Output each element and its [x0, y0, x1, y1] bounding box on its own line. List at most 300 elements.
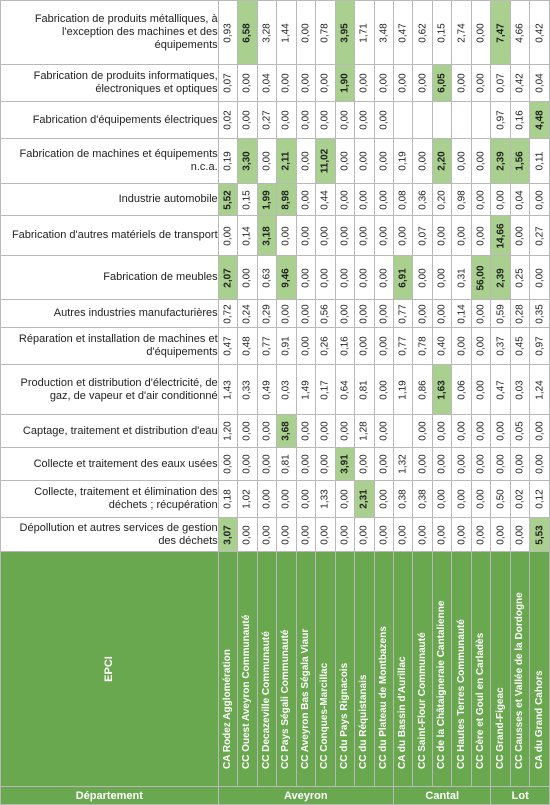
epci-header: [1, 552, 219, 787]
value-cell: [277, 415, 296, 448]
value-text: 0,78: [319, 22, 331, 43]
value-text: 11,02: [319, 148, 331, 174]
value-text: 0,44: [319, 189, 331, 210]
value-cell: [238, 216, 257, 256]
value-cell: [510, 365, 529, 415]
value-cell: [218, 216, 237, 256]
value-text: 0,00: [475, 303, 487, 324]
row-label: Fabrication de machines et équipements n.c.a.: [1, 139, 219, 184]
value-text: 0,00: [417, 454, 429, 474]
value-text: 0,00: [534, 421, 546, 441]
value-cell: [432, 1, 451, 65]
value-text: 0,08: [397, 189, 409, 210]
value-cell: [316, 216, 335, 256]
value-text: 0,72: [222, 303, 234, 324]
value-cell: [432, 184, 451, 216]
value-text: 0,00: [261, 421, 273, 441]
value-cell: [316, 518, 335, 552]
value-cell: [277, 481, 296, 518]
value-text: 2,20: [436, 151, 448, 171]
value-text: 2,74: [456, 22, 468, 43]
value-cell: [218, 518, 237, 552]
value-cell: [257, 216, 276, 256]
table-row: [1, 300, 550, 328]
value-cell: [510, 448, 529, 481]
value-cell: [374, 65, 393, 102]
epci-name-text: CC du Plateau de Montbazens: [377, 626, 389, 769]
value-text: 1,63: [436, 379, 448, 400]
value-cell: [413, 1, 432, 65]
value-text: 0,00: [456, 336, 468, 356]
value-cell: [355, 216, 374, 256]
value-cell: [510, 65, 529, 102]
row-label: Autres industries manufacturières: [1, 300, 219, 328]
value-text: 0,00: [475, 151, 487, 171]
value-cell: [452, 328, 471, 365]
value-cell: [530, 481, 550, 518]
value-cell: [335, 65, 354, 102]
value-text: 2,11: [280, 151, 292, 171]
value-text: 0,00: [261, 489, 273, 509]
value-text: 6,05: [436, 73, 448, 93]
value-cell: [277, 365, 296, 415]
value-text: 0,24: [241, 303, 253, 324]
value-cell: [510, 300, 529, 328]
value-cell: [355, 102, 374, 139]
value-cell: [374, 139, 393, 184]
value-cell: [413, 518, 432, 552]
value-text: 0,00: [475, 225, 487, 246]
value-cell: [452, 65, 471, 102]
table-row: [1, 415, 550, 448]
value-text: 0,00: [436, 225, 448, 246]
value-text: 0,00: [417, 421, 429, 441]
value-cell: [471, 216, 490, 256]
value-text: 0,47: [222, 336, 234, 356]
value-text: 0,00: [456, 454, 468, 474]
value-text: 1,24: [534, 379, 546, 400]
table-row: [1, 518, 550, 552]
value-cell: [316, 256, 335, 300]
department-row: [1, 787, 550, 805]
value-text: 14,66: [495, 222, 507, 249]
value-cell: [394, 65, 413, 102]
value-cell: [491, 328, 510, 365]
value-cell: [316, 300, 335, 328]
value-text: 0,00: [475, 421, 487, 441]
value-cell: [374, 415, 393, 448]
value-text: 0,00: [339, 303, 351, 324]
value-cell: [471, 365, 490, 415]
value-text: 0,00: [300, 303, 312, 324]
value-text: 0,19: [397, 151, 409, 171]
value-cell: [530, 448, 550, 481]
value-cell: [413, 139, 432, 184]
epci-column-header: [316, 552, 335, 787]
value-cell: [452, 300, 471, 328]
value-cell: [491, 1, 510, 65]
value-text: 0,03: [514, 379, 526, 400]
value-text: 0,00: [456, 225, 468, 246]
value-cell: [471, 65, 490, 102]
value-cell: [471, 448, 490, 481]
value-cell: [510, 139, 529, 184]
value-cell: [296, 415, 315, 448]
value-cell: [394, 216, 413, 256]
value-cell: [238, 1, 257, 65]
value-cell: [432, 139, 451, 184]
value-cell: [413, 65, 432, 102]
table-row: [1, 481, 550, 518]
value-text: 3,91: [339, 454, 351, 474]
row-label: Collecte et traitement des eaux usées: [1, 448, 219, 481]
value-text: 0,20: [436, 189, 448, 210]
row-label: Fabrication de produits métalliques, à l'exception des machines et des équipements: [1, 1, 219, 65]
value-cell: [355, 518, 374, 552]
value-text: 0,00: [475, 379, 487, 400]
epci-name-text: CC Hautes Terres Communauté: [455, 619, 467, 769]
value-text: 3,95: [339, 22, 351, 43]
value-cell: [218, 256, 237, 300]
value-cell: [277, 448, 296, 481]
value-text: 0,00: [339, 421, 351, 441]
value-cell: [316, 415, 335, 448]
value-text: 0,00: [358, 454, 370, 474]
value-cell: [394, 328, 413, 365]
value-cell: [510, 1, 529, 65]
value-cell: [335, 216, 354, 256]
value-cell: [316, 1, 335, 65]
value-text: 0,00: [261, 454, 273, 474]
value-cell: [471, 328, 490, 365]
value-text: 0,00: [475, 524, 487, 545]
value-text: 0,40: [436, 336, 448, 356]
value-text: 0,00: [436, 454, 448, 474]
value-cell: [218, 328, 237, 365]
value-text: 0,33: [241, 379, 253, 400]
value-text: 0,07: [495, 73, 507, 93]
value-text: 0,04: [514, 189, 526, 210]
value-cell: [296, 216, 315, 256]
value-cell: [374, 184, 393, 216]
value-cell: [491, 65, 510, 102]
epci-name-text: CC Ouest Aveyron Communauté: [241, 614, 253, 769]
value-cell: [510, 415, 529, 448]
value-cell: [277, 139, 296, 184]
value-text: 0,42: [514, 73, 526, 93]
value-text: 0,15: [241, 189, 253, 210]
epci-column-header: [277, 552, 296, 787]
table-row: [1, 216, 550, 256]
value-text: 0,00: [378, 225, 390, 246]
value-text: 1,19: [397, 379, 409, 400]
value-text: 0,00: [495, 454, 507, 474]
value-cell: [510, 184, 529, 216]
value-text: 0,00: [319, 267, 331, 288]
value-cell: [257, 184, 276, 216]
value-text: 0,00: [261, 151, 273, 171]
value-cell: [452, 102, 471, 139]
value-cell: [257, 102, 276, 139]
value-cell: [471, 256, 490, 300]
value-cell: [394, 1, 413, 65]
value-cell: [510, 481, 529, 518]
value-cell: [296, 328, 315, 365]
epci-name-text: CC Grand-Figeac: [494, 687, 506, 769]
value-text: 0,00: [319, 454, 331, 474]
value-cell: [238, 300, 257, 328]
value-text: 1,49: [300, 379, 312, 400]
table-row: [1, 328, 550, 365]
value-text: 0,00: [280, 110, 292, 130]
value-cell: [277, 256, 296, 300]
value-text: 0,00: [241, 73, 253, 93]
value-cell: [355, 365, 374, 415]
value-cell: [471, 415, 490, 448]
value-cell: [238, 518, 257, 552]
epci-column-header: [530, 552, 550, 787]
value-text: 0,00: [280, 73, 292, 93]
value-text: 0,00: [300, 73, 312, 93]
value-text: 3,48: [378, 22, 390, 43]
value-cell: [257, 65, 276, 102]
value-text: 0,64: [339, 379, 351, 400]
value-text: 1,44: [280, 22, 292, 43]
value-text: 0,00: [495, 421, 507, 441]
value-cell: [413, 365, 432, 415]
value-cell: [335, 328, 354, 365]
value-cell: [471, 139, 490, 184]
value-cell: [394, 448, 413, 481]
value-cell: [277, 518, 296, 552]
table-row: [1, 448, 550, 481]
value-text: 0,00: [319, 110, 331, 130]
value-text: 2,31: [358, 489, 370, 509]
value-text: 0,00: [300, 524, 312, 545]
value-cell: [296, 365, 315, 415]
value-cell: [374, 216, 393, 256]
value-text: 3,68: [280, 421, 292, 441]
value-text: 0,14: [456, 303, 468, 324]
value-cell: [530, 102, 550, 139]
value-text: 0,00: [319, 73, 331, 93]
value-cell: [277, 216, 296, 256]
value-cell: [491, 448, 510, 481]
value-cell: [335, 184, 354, 216]
value-cell: [257, 300, 276, 328]
row-label: Fabrication de meubles: [1, 256, 219, 300]
value-cell: [452, 365, 471, 415]
value-cell: [316, 481, 335, 518]
value-cell: [218, 102, 237, 139]
value-cell: [355, 300, 374, 328]
epci-row: [1, 552, 550, 787]
value-text: 0,00: [300, 151, 312, 171]
value-cell: [452, 216, 471, 256]
value-text: 0,00: [300, 22, 312, 43]
value-text: 3,18: [261, 225, 273, 246]
value-text: 7,47: [495, 22, 507, 43]
value-cell: [238, 102, 257, 139]
value-text: 0,00: [456, 524, 468, 545]
value-text: 0,78: [417, 336, 429, 356]
value-text: 0,00: [358, 524, 370, 545]
epci-name-text: CC Cère et Goul en Carladès: [475, 632, 487, 769]
value-cell: [355, 415, 374, 448]
value-cell: [374, 448, 393, 481]
value-cell: [257, 328, 276, 365]
epci-column-header: [452, 552, 471, 787]
table-row: [1, 184, 550, 216]
value-text: 0,00: [475, 22, 487, 43]
value-cell: [452, 139, 471, 184]
value-cell: [432, 65, 451, 102]
value-text: 0,00: [319, 524, 331, 545]
value-text: 0,00: [241, 110, 253, 130]
value-cell: [491, 184, 510, 216]
value-text: 0,81: [358, 379, 370, 400]
value-cell: [355, 1, 374, 65]
value-text: 0,00: [358, 189, 370, 210]
value-text: 0,00: [456, 421, 468, 441]
value-cell: [316, 65, 335, 102]
value-cell: [277, 1, 296, 65]
value-cell: [510, 216, 529, 256]
row-label: Fabrication d'équipements électriques: [1, 102, 219, 139]
value-cell: [374, 481, 393, 518]
value-text: 2,39: [495, 151, 507, 171]
value-cell: [257, 1, 276, 65]
value-cell: [471, 1, 490, 65]
value-text: 0,00: [222, 225, 234, 246]
value-cell: [257, 365, 276, 415]
value-text: 0,05: [514, 421, 526, 441]
value-cell: [355, 184, 374, 216]
value-text: 0,00: [456, 151, 468, 171]
value-cell: [335, 300, 354, 328]
epci-name-text: CC du Réquistanais: [358, 674, 370, 769]
value-text: 1,28: [358, 421, 370, 441]
value-text: 0,00: [339, 267, 351, 288]
value-cell: [432, 365, 451, 415]
value-cell: [491, 481, 510, 518]
value-cell: [316, 328, 335, 365]
epci-name-text: CA Rodez Agglomération: [221, 649, 233, 769]
value-text: 0,00: [514, 225, 526, 246]
value-text: 0,00: [495, 189, 507, 210]
value-cell: [471, 184, 490, 216]
value-text: 0,26: [319, 336, 331, 356]
epci-name-text: CC de la Châtaigneraie Cantalienne: [436, 600, 448, 769]
value-cell: [413, 415, 432, 448]
value-text: 0,00: [378, 454, 390, 474]
epci-column-header: [296, 552, 315, 787]
value-text: 0,00: [417, 524, 429, 545]
value-text: 0,11: [534, 151, 546, 171]
value-cell: [413, 328, 432, 365]
epci-name-text: CC Decazeville Communauté: [260, 631, 272, 769]
value-text: 0,77: [397, 336, 409, 356]
value-cell: [374, 300, 393, 328]
value-cell: [218, 65, 237, 102]
value-cell: [257, 448, 276, 481]
value-text: 0,00: [280, 524, 292, 545]
value-text: 0,00: [417, 303, 429, 324]
value-text: 0,00: [378, 524, 390, 545]
value-text: 0,77: [261, 336, 273, 356]
epci-name-text: CC Aveyron Bas Ségala Viaur: [299, 628, 311, 769]
value-text: 0,97: [495, 110, 507, 130]
value-cell: [510, 518, 529, 552]
value-cell: [257, 139, 276, 184]
value-cell: [296, 518, 315, 552]
value-cell: [257, 481, 276, 518]
value-cell: [296, 481, 315, 518]
value-cell: [335, 481, 354, 518]
value-cell: [277, 102, 296, 139]
value-text: 1,32: [397, 454, 409, 474]
value-text: 56,00: [475, 264, 487, 291]
value-cell: [394, 300, 413, 328]
value-text: 0,00: [378, 336, 390, 356]
value-text: 0,38: [397, 489, 409, 509]
value-text: 0,00: [241, 524, 253, 545]
value-cell: [432, 328, 451, 365]
value-text: 0,00: [358, 336, 370, 356]
epci-column-header: [394, 552, 413, 787]
epci-column-header: [218, 552, 237, 787]
value-cell: [491, 365, 510, 415]
value-cell: [355, 139, 374, 184]
value-text: 0,00: [261, 524, 273, 545]
value-cell: [277, 328, 296, 365]
value-cell: [452, 256, 471, 300]
value-text: 0,00: [417, 267, 429, 288]
value-cell: [530, 65, 550, 102]
value-cell: [530, 139, 550, 184]
value-cell: [316, 365, 335, 415]
epci-column-header: [374, 552, 393, 787]
value-cell: [413, 216, 432, 256]
value-text: 0,00: [339, 189, 351, 210]
value-text: 1,43: [222, 379, 234, 400]
value-cell: [432, 300, 451, 328]
value-text: 0,63: [261, 267, 273, 288]
value-text: 0,00: [300, 225, 312, 246]
value-cell: [355, 256, 374, 300]
value-cell: [530, 256, 550, 300]
epci-column-header: [510, 552, 529, 787]
value-text: 0,16: [339, 336, 351, 356]
value-text: 0,00: [475, 73, 487, 93]
value-cell: [432, 216, 451, 256]
epci-name-text: CC Saint-Flour Communauté: [416, 632, 428, 769]
value-cell: [491, 102, 510, 139]
row-label: Dépollution et autres services de gestion des déchets: [1, 518, 219, 552]
value-text: 0,00: [222, 454, 234, 474]
value-text: 3,30: [241, 151, 253, 171]
value-text: 0,00: [241, 421, 253, 441]
value-cell: [355, 65, 374, 102]
department-name: Aveyron: [218, 787, 393, 805]
value-text: 0,00: [339, 524, 351, 545]
value-cell: [530, 415, 550, 448]
table-row: [1, 65, 550, 102]
value-cell: [238, 481, 257, 518]
value-cell: [471, 102, 490, 139]
value-cell: [316, 448, 335, 481]
value-text: 1,90: [339, 73, 351, 93]
